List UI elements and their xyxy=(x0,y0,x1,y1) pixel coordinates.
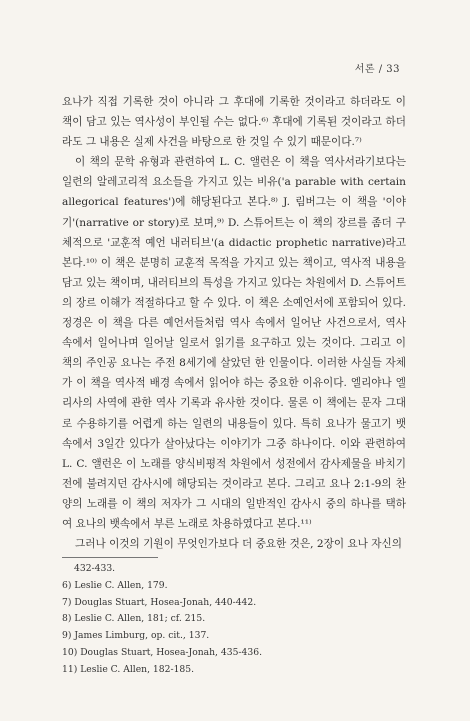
footnotes xyxy=(62,561,406,679)
footnote-10: 10) Douglas Stuart, Hosea-Jonah, 435-436. xyxy=(62,646,262,658)
paragraph-1: 요나가 직접 기록한 것이 아니라 그 후대에 기록한 것이라고 하더라도 이 책이 담고 있는 역사성이 부인될 수는 없다.⁶⁾ 후대에 기록된 것이라고 하더라도 그 내용은 실제 사건을 바탕으로 한 것일 수 있기 때문이다.⁷⁾ xyxy=(62,96,406,149)
paragraph-3: 그러나 이것의 기원이 무엇인가보다 더 중요한 것은, 2장이 요나 자신의 xyxy=(75,538,402,551)
footnote-7: 7) Douglas Stuart, Hosea-Jonah, 440-442. xyxy=(62,596,257,608)
footnote-6: 6) Leslie C. Allen, 179. xyxy=(62,579,168,591)
body-text xyxy=(62,92,406,554)
paragraph-2: 이 책의 문학 유형과 관련하여 L. C. 앨런은 이 책을 역사서라기보다는 일련의 알레고리적 요소들을 가지고 있는 비유('a parable with certain allegorical features')에 해당된다고 본다.⁸⁾ J. 림버그는 이 책을 '이야기'(narrative or story)로 보며,⁹⁾ D. 스튜어트는 이 책의 장르를 좀더 구체적으로 '교훈적 예언 내러티브'(a didactic prophetic narrative)라고 본다.¹⁰⁾ 이 책은 분명히 교훈적 목적을 가지고 있는 책이고, 역사적 내용을 담고 있는 책이며, 내러티브의 특성을 가지고 있다는 차원에서 D. 스튜어트의 장르 이해가 적절하다고 할 수 있다. 이 책은 소예언서에 포함되어 있다. 정경은 이 책을 다른 예언서들처럼 역사 속에서 일어난 사건으로서, 역사 속에서 일어나며 일어날 일로서 읽기를 요구하고 있는 것이다. 그리고 이 책의 주인공 요나는 주전 8세기에 살았던 한 인물이다. 이러한 사실들 자체가 이 책을 역사적 배경 속에서 읽어야 하는 중요한 이유이다. 엘리야나 엘리사의 사역에 관한 역사 기록과 유사한 것이다. 물론 이 책에는 문자 그대로 수용하기를 어렵게 하는 일련의 내용들이 있다. 특히 요나가 물고기 뱃속에서 3일간 있다가 살아났다는 이야기가 그중 하나이다. 이와 관련하여 L. C. 앨런은 이 노래를 양식비평적 차원에서 성전에서 감사제물을 바치기 전에 불려지던 감사시에 해당되는 것이라고 본다. 그리고 요나 2:1-9의 찬양의 노래를 이 책의 저자가 그 시대의 일반적인 감사시 중의 하나를 택하여 요나의 뱃속에서 부른 노래로 차용하였다고 본다.¹¹⁾ xyxy=(62,156,406,530)
footnote-9: 9) James Limburg, op. cit., 137. xyxy=(62,630,210,642)
footnote-11: 11) Leslie C. Allen, 182-185. xyxy=(62,663,195,675)
footnote-rule xyxy=(62,557,158,558)
running-head: 서론 / 33 xyxy=(354,64,400,75)
footnote-8: 8) Leslie C. Allen, 181; cf. 215. xyxy=(62,613,206,625)
footnote-continuation: 432-433. xyxy=(74,563,116,574)
